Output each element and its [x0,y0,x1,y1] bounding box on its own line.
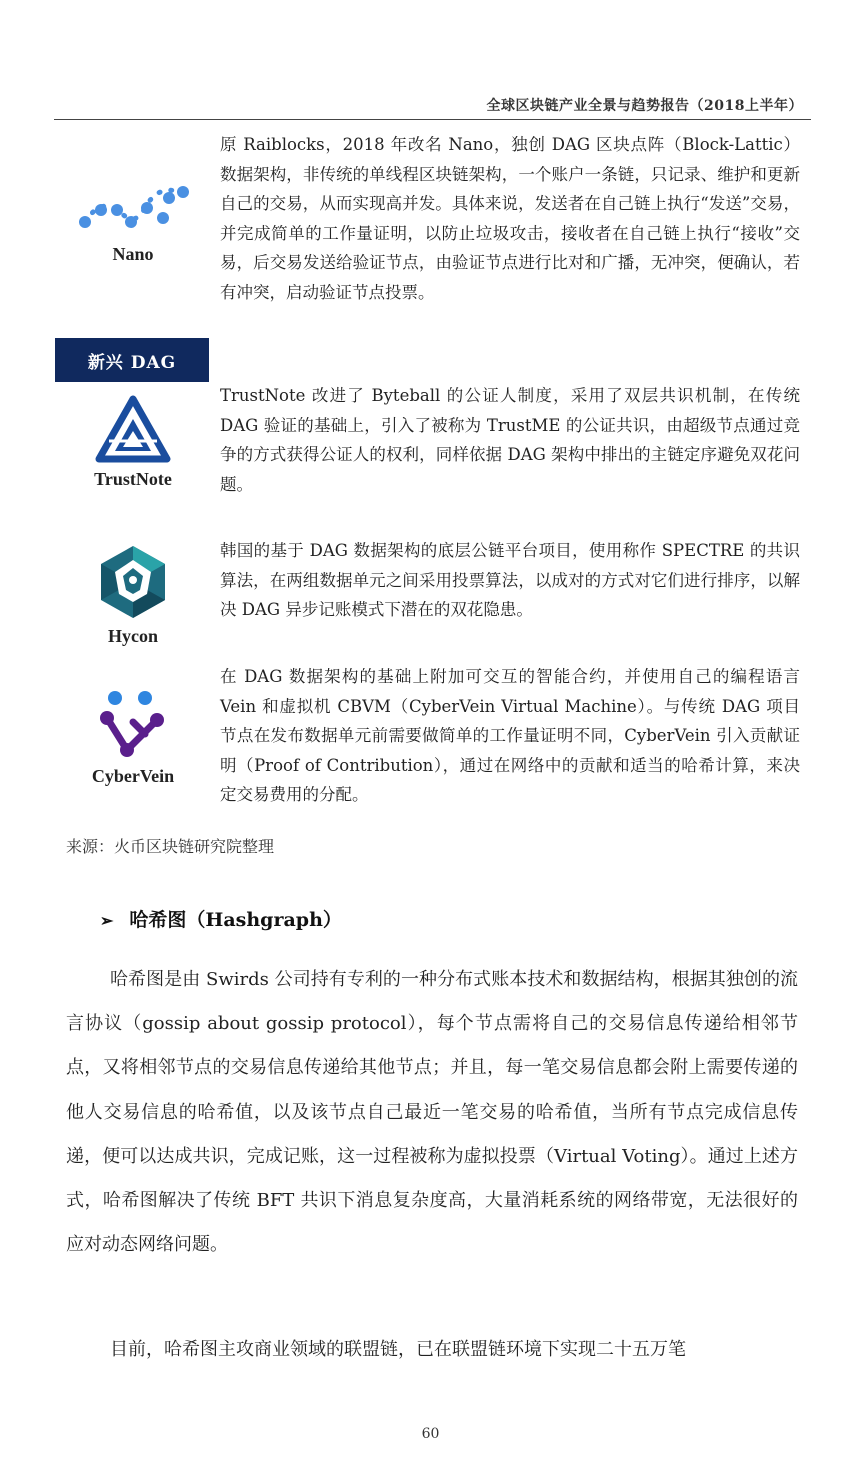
hycon-description: 韩国的基于 DAG 数据架构的底层公链平台项目，使用称作 SPECTRE 的共识算法，在两组数据单元之间采用投票算法，以成对的方式对它们进行排序，以解决 DAG 异步记账模式下潜在的双花隐患。 [220,541,800,619]
header-divider [54,119,811,120]
hycon-logo [58,544,208,647]
nano-name: Nano [112,244,154,264]
entry-hycon [0,536,861,666]
bullet-arrow-icon: ➢ [100,911,114,930]
cybervein-description: 在 DAG 数据架构的基础上附加可交互的智能合约，并使用自己的编程语言 Vein 和虚拟机 CBVM（CyberVein Virtual Machine）。与传统 DAG 项目节点在发布数据单元前需要做简单的工作量证明不同，CyberVein 引入贡献证明（Proof of Contribution），通过在网络中的贡献和适当的哈希计算，来决定交易费用的分配。 [220,667,800,804]
trustnote-name: TrustNote [94,469,172,489]
nano-logo-icon [73,180,193,238]
trustnote-logo [58,395,208,490]
trustnote-logo-icon [95,395,171,463]
cybervein-name: CyberVein [91,766,175,786]
hycon-name: Hycon [107,626,158,646]
nano-logo [58,180,208,265]
paragraph-hashgraph-intro: 哈希图是由 Swirds 公司持有专利的一种分布式账本技术和数据结构，根据其独创的流言协议（gossip about gossip protocol），每个节点需将自己的交易信息传递给相邻节点，又将相邻节点的交易信息传递给其他节点；并且，每一笔交易信息都会附上需要传递的他人交易信息的哈希值，以及该节点自己最近一笔交易的哈希值，当所有节点完成信息传递，便可以达成共识，完成记账，这一过程被称为虚拟投票（Virtual Voting）。通过上述方式，哈希图解决了传统 BFT 共识下消息复杂度高，大量消耗系统的网络带宽，无法很好的应对动态网络问题。 [66,969,798,1256]
cybervein-logo-icon [93,688,173,760]
paragraph-hashgraph-current: 目前，哈希图主攻商业领域的联盟链，已在联盟链环境下实现二十五万笔 [110,1339,686,1360]
entry-nano [0,130,861,320]
entry-trustnote [0,381,861,521]
source-note: 来源：火币区块链研究院整理 [66,837,275,856]
hycon-logo-icon [95,544,171,620]
section-tag: 新兴 DAG [55,338,209,382]
page-number: 60 [421,1426,440,1442]
nano-description: 原 Raiblocks，2018 年改名 Nano，独创 DAG 区块点阵（Block-Lattic）数据架构，非传统的单线程区块链架构，一个账户一条链，只记录、维护和更新自己的交易，从而实现高并发。具体来说，发送者在自己链上执行“发送”交易，并完成简单的工作量证明，以防止垃圾攻击，接收者在自己链上执行“接收”交易，后交易发送给验证节点，由验证节点进行比对和广播，无冲突，便确认，若有冲突，启动验证节点投票。 [220,135,800,302]
section-heading-text: 哈希图（Hashgraph） [129,909,342,931]
page-header: 全球区块链产业全景与趋势报告（2018上半年） [486,98,803,114]
entry-cybervein [0,662,861,822]
cybervein-logo [58,688,208,787]
section-heading [100,905,342,932]
trustnote-description: TrustNote 改进了 Byteball 的公证人制度，采用了双层共识机制，在传统 DAG 验证的基础上，引入了被称为 TrustME 的公证共识，由超级节点通过竞争的方式获得公证人的权利，同样依据 DAG 架构中排出的主链定序避免双花问题。 [220,386,800,494]
